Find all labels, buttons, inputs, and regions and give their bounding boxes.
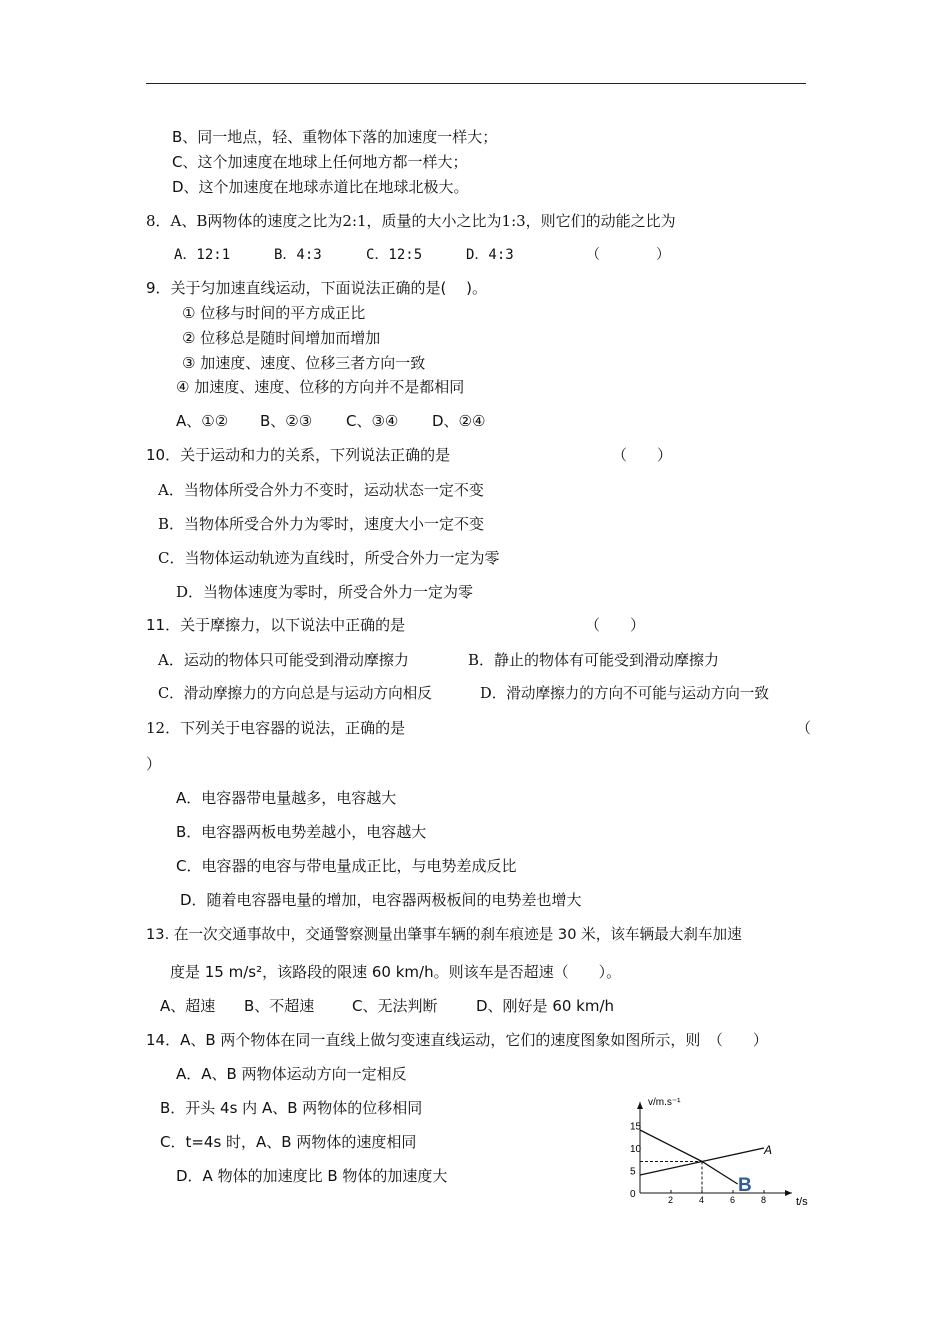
- q11-option-b: B．静止的物体有可能受到滑动摩擦力: [468, 651, 720, 669]
- q9-item-3: ③ 加速度、速度、位移三者方向一致: [182, 354, 426, 372]
- q9-option-a: A、①②: [176, 412, 229, 430]
- q13-option-b: B、不超速: [244, 997, 315, 1015]
- answer-bracket-close: ）: [146, 755, 162, 773]
- q11-option-d: D．滑动摩擦力的方向不可能与运动方向一致: [480, 685, 769, 702]
- y-axis-label: v/m.s⁻¹: [648, 1097, 681, 1108]
- velocity-time-graph: [620, 1090, 820, 1215]
- q13-option-a: A、超速: [160, 997, 216, 1015]
- q10-option-a: A．当物体所受合外力不变时，运动状态一定不变: [158, 481, 484, 499]
- q12-option-c: C．电容器的电容与带电量成正比，与电势差成反比: [176, 857, 517, 875]
- q8-option-d: D．4:3: [466, 247, 514, 263]
- y-tick-label: 15: [630, 1121, 642, 1133]
- q9-item-1: ① 位移与时间的平方成正比: [182, 304, 366, 322]
- q8-stem: 8．A、B两物体的速度之比为2:1，质量的大小之比为1:3，则它们的动能之比为: [146, 212, 676, 230]
- y-tick-label: 0: [630, 1189, 636, 1200]
- q12-option-d: D．随着电容器电量的增加，电容器两极板间的电势差也增大: [180, 891, 582, 909]
- q13-line-1: 13. 在一次交通事故中，交通警察测量出肇事车辆的刹车痕迹是 30 米，该车辆最大刹车加速: [146, 926, 742, 943]
- x-tick-label: 8: [761, 1195, 767, 1205]
- q12-stem: 12．下列关于电容器的说法，正确的是: [146, 719, 406, 737]
- q9-option-d: D、②④: [432, 412, 486, 430]
- x-tick-label: 4: [699, 1195, 705, 1205]
- q8-option-a: A．12:1: [174, 247, 231, 263]
- q7-option-b: B、同一地点，轻、重物体下落的加速度一样大；: [172, 128, 498, 146]
- y-axis-arrow: [637, 1102, 643, 1109]
- answer-bracket-open: （: [796, 719, 812, 737]
- q14-option-a: A．A、B 两物体运动方向一定相反: [176, 1065, 407, 1083]
- q14-option-b: B．开头 4s 内 A、B 两物体的位移相同: [160, 1099, 423, 1117]
- answer-bracket: （ ）: [585, 616, 646, 634]
- x-axis-label: t/s: [796, 1196, 808, 1208]
- q9-item-2: ② 位移总是随时间增加而增加: [182, 329, 381, 347]
- q9-options: [176, 411, 485, 431]
- q14-option-d: D．A 物体的加速度比 B 物体的加速度大: [176, 1167, 448, 1185]
- q9-option-c: C、③④: [346, 412, 399, 430]
- q14-stem: 14．A、B 两个物体在同一直线上做匀变速直线运动，它们的速度图象如图所示，则 （ ）: [146, 1031, 768, 1049]
- q8-options: [174, 245, 670, 265]
- y-tick-label: 5: [630, 1166, 636, 1178]
- q7-option-c: C、这个加速度在地球上任何地方都一样大；: [172, 153, 468, 171]
- x-axis-arrow: [785, 1190, 792, 1196]
- series-label-A: A: [764, 1143, 773, 1157]
- header-rule: [146, 83, 806, 84]
- q13-option-d: D、刚好是 60 km/h: [476, 997, 615, 1015]
- y-tick-label: 10: [630, 1144, 642, 1155]
- answer-bracket: （ ）: [586, 247, 670, 263]
- q11-option-a: A．运动的物体只可能受到滑动摩擦力: [158, 651, 409, 669]
- x-tick-label: 6: [730, 1195, 736, 1205]
- q13-option-c: C、无法判断: [352, 997, 438, 1015]
- q11-stem: 11．关于摩擦力，以下说法中正确的是: [146, 616, 406, 634]
- answer-bracket: （ ）: [612, 446, 673, 464]
- q14-option-c: C．t=4s 时，A、B 两物体的速度相同: [160, 1133, 417, 1151]
- q11-option-c: C．滑动摩擦力的方向总是与运动方向相反: [158, 685, 432, 702]
- q12-option-a: A．电容器带电量越多，电容越大: [176, 789, 397, 807]
- q9-stem: 9．关于匀加速直线运动，下面说法正确的是( )。: [146, 279, 488, 297]
- x-tick-label: 2: [668, 1195, 674, 1205]
- series-label-B: B: [738, 1175, 752, 1196]
- q10-option-b: B．当物体所受合外力为零时，速度大小一定不变: [158, 515, 485, 533]
- q10-stem: 10．关于运动和力的关系，下列说法正确的是: [146, 446, 451, 464]
- q8-option-c: C．12:5: [366, 247, 423, 263]
- q10-option-c: C．当物体运动轨迹为直线时，所受合外力一定为零: [158, 549, 500, 567]
- q8-option-b: B．4:3: [274, 247, 322, 263]
- q13-line-2: 度是 15 m/s²，该路段的限速 60 km/h。则该车是否超速（ ）。: [170, 963, 622, 981]
- q7-option-d: D、这个加速度在地球赤道比在地球北极大。: [172, 178, 469, 196]
- q12-option-b: B．电容器两板电势差越小，电容越大: [176, 823, 427, 841]
- q10-option-d: D．当物体速度为零时，所受合外力一定为零: [176, 583, 474, 601]
- q9-option-b: B、②③: [260, 412, 313, 430]
- q13-options: [160, 996, 614, 1016]
- q9-item-4: ④ 加速度、速度、位移的方向并不是都相同: [176, 378, 465, 396]
